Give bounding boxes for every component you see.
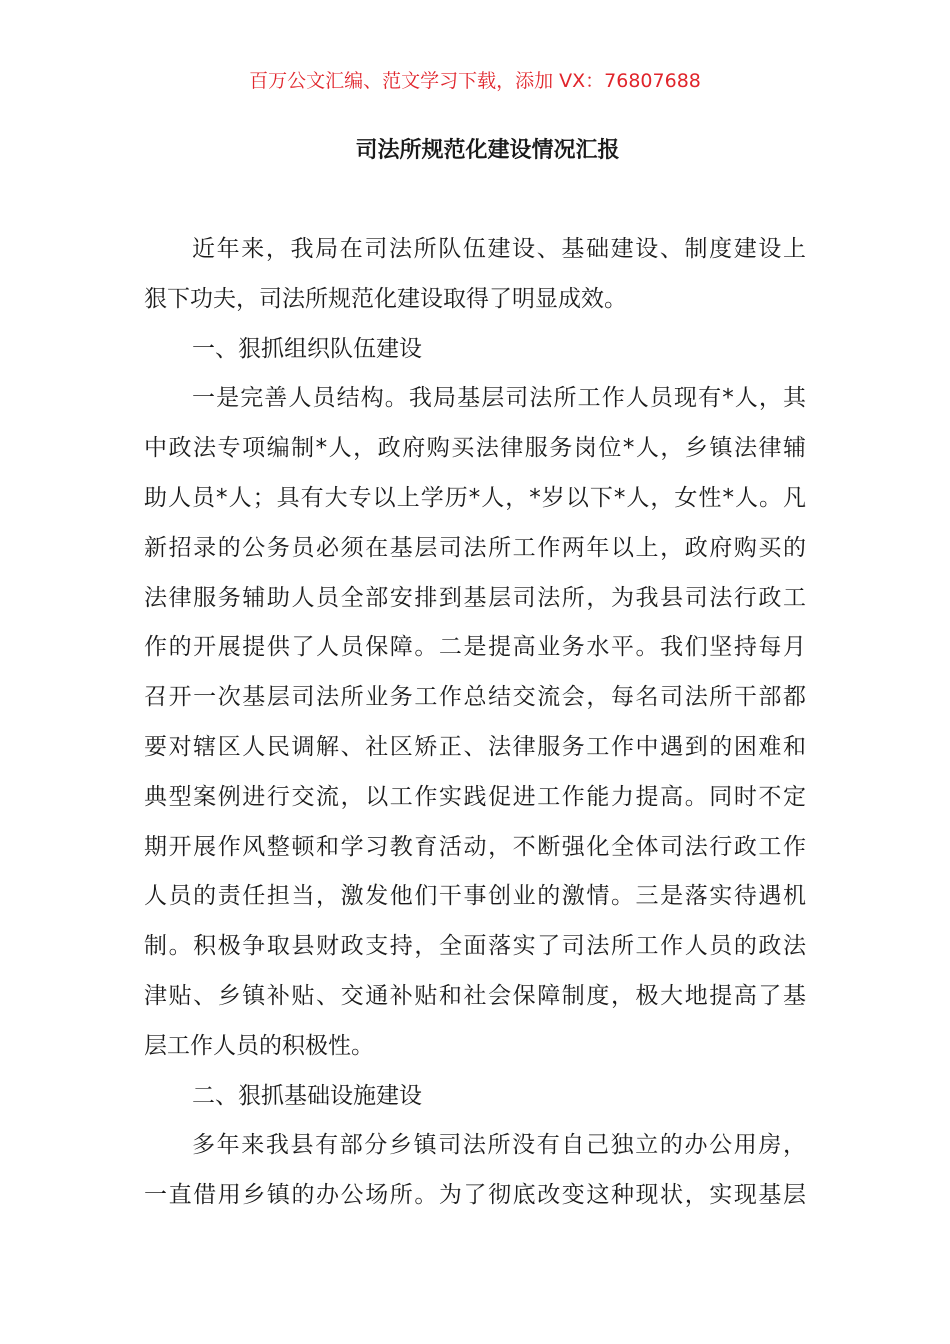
text-line: 召开一次基层司法所业务工作总结交流会，每名司法所干部都 [144,684,806,711]
text-line: 人员的责任担当，激发他们干事创业的激情。三是落实待遇机 [144,883,806,910]
text-line: 近年来，我局在司法所队伍建设、基础建设、制度建设上 [192,236,806,262]
text-line: 一、狠抓组织队伍建设 [192,335,422,362]
text-line: 期开展作风整顿和学习教育活动，不断强化全体司法行政工作 [144,833,806,860]
text-line: 作的开展提供了人员保障。二是提高业务水平。我们坚持每月 [144,634,806,661]
text-line: 津贴、乡镇补贴、交通补贴和社会保障制度，极大地提高了基 [144,982,806,1009]
text-line: 二、狠抓基础设施建设 [192,1082,422,1109]
download-banner: 百万公文汇编、范文学习下载，添加 VX：76807688 [249,70,701,92]
text-line: 新招录的公务员必须在基层司法所工作两年以上，政府购买的 [144,534,806,561]
text-line: 要对辖区人民调解、社区矫正、法律服务工作中遇到的困难和 [144,733,806,760]
text-line: 狠下功夫，司法所规范化建设取得了明显成效。 [144,285,627,312]
text-line: 法律服务辅助人员全部安排到基层司法所，为我县司法行政工 [144,584,806,611]
text-line: 一是完善人员结构。我局基层司法所工作人员现有*人，其 [192,385,806,412]
text-line: 一直借用乡镇的办公场所。为了彻底改变这种现状，实现基层 [144,1182,806,1209]
text-line: 制。积极争取县财政支持，全面落实了司法所工作人员的政法 [144,933,806,960]
text-line: 典型案例进行交流，以工作实践促进工作能力提高。同时不定 [144,783,806,810]
text-line: 中政法专项编制*人，政府购买法律服务岗位*人，乡镇法律辅 [144,435,806,462]
document-body [144,225,806,1221]
text-line: 多年来我县有部分乡镇司法所没有自己独立的办公用房， [192,1132,806,1159]
text-line: 助人员*人；具有大专以上学历*人，*岁以下*人，女性*人。凡 [144,484,806,511]
document-title: 司法所规范化建设情况汇报 [355,138,620,163]
text-line: 层工作人员的积极性。 [144,1032,374,1059]
